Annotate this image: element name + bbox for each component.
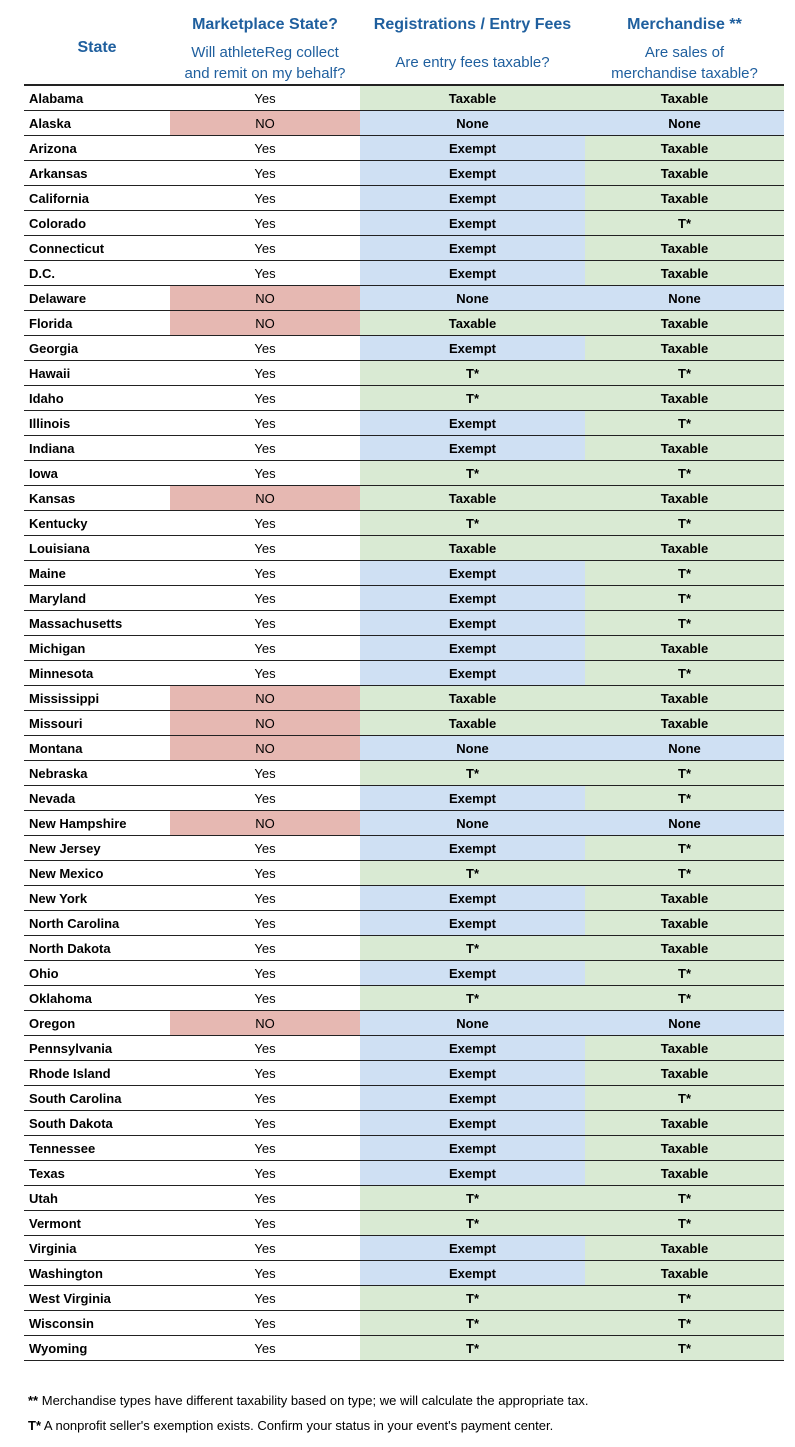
table-row [24, 286, 784, 311]
merchandise-cell: None [585, 1011, 784, 1036]
merchandise-column-subtitle-2: merchandise taxable? [611, 65, 758, 82]
table-row [24, 386, 784, 411]
table-row [24, 436, 784, 461]
merchandise-cell: T* [585, 761, 784, 786]
merchandise-cell: T* [585, 611, 784, 636]
registration-cell: Exempt [360, 1136, 585, 1161]
merchandise-cell: Taxable [585, 486, 784, 511]
merchandise-column-title: Merchandise ** [627, 16, 742, 33]
merchandise-footnote [28, 1388, 589, 1413]
marketplace-cell: Yes [170, 986, 360, 1011]
table-row [24, 1161, 784, 1186]
registration-cell: Exempt [360, 586, 585, 611]
registration-cell: Exempt [360, 961, 585, 986]
table-row [24, 236, 784, 261]
merchandise-column-subtitle-1: Are sales of [644, 44, 725, 61]
merchandise-cell: T* [585, 836, 784, 861]
marketplace-cell: NO [170, 686, 360, 711]
table-row [24, 861, 784, 886]
table-row [24, 1036, 784, 1061]
table-row [24, 486, 784, 511]
nonprofit-footnote-text: A nonprofit seller's exemption exists. Confirm your status in your event's payment center. [43, 1418, 554, 1433]
table-row [24, 161, 784, 186]
merchandise-cell: Taxable [585, 636, 784, 661]
table-row [24, 761, 784, 786]
table-row [24, 1186, 784, 1211]
marketplace-cell: Yes [170, 136, 360, 161]
registration-cell: None [360, 811, 585, 836]
state-cell: Indiana [24, 436, 170, 461]
merchandise-cell: Taxable [585, 136, 784, 161]
table-row [24, 1011, 784, 1036]
merchandise-cell: T* [585, 1286, 784, 1311]
table-row [24, 336, 784, 361]
state-cell: Minnesota [24, 661, 170, 686]
registration-cell: T* [360, 1186, 585, 1211]
merchandise-cell: Taxable [585, 686, 784, 711]
registration-cell: Exempt [360, 186, 585, 211]
registration-cell: Exempt [360, 911, 585, 936]
state-cell: Iowa [24, 461, 170, 486]
state-cell: South Dakota [24, 1111, 170, 1136]
state-cell: Nevada [24, 786, 170, 811]
merchandise-cell: T* [585, 861, 784, 886]
state-cell: Pennsylvania [24, 1036, 170, 1061]
state-cell: Oregon [24, 1011, 170, 1036]
state-cell: Mississippi [24, 686, 170, 711]
state-cell: Nebraska [24, 761, 170, 786]
marketplace-cell: Yes [170, 761, 360, 786]
registration-cell: Exempt [360, 161, 585, 186]
marketplace-column-subtitle-2: and remit on my behalf? [184, 65, 346, 82]
marketplace-cell: Yes [170, 186, 360, 211]
footnotes [28, 1388, 589, 1438]
table-row [24, 461, 784, 486]
marketplace-cell: Yes [170, 1336, 360, 1361]
nonprofit-footnote [28, 1413, 589, 1438]
state-cell: New Jersey [24, 836, 170, 861]
table-row [24, 961, 784, 986]
marketplace-cell: Yes [170, 786, 360, 811]
state-cell: Missouri [24, 711, 170, 736]
registration-cell: None [360, 286, 585, 311]
merchandise-cell: Taxable [585, 1236, 784, 1261]
table-row [24, 536, 784, 561]
state-cell: Wisconsin [24, 1311, 170, 1336]
marketplace-cell: Yes [170, 1061, 360, 1086]
state-cell: Alaska [24, 111, 170, 136]
state-cell: Maryland [24, 586, 170, 611]
marketplace-cell: Yes [170, 586, 360, 611]
registration-cell: T* [360, 936, 585, 961]
marketplace-cell: Yes [170, 1136, 360, 1161]
marketplace-cell: Yes [170, 236, 360, 261]
state-cell: Ohio [24, 961, 170, 986]
registration-cell: Exempt [360, 1161, 585, 1186]
registration-cell: Exempt [360, 661, 585, 686]
registration-cell: Exempt [360, 611, 585, 636]
merchandise-cell: Taxable [585, 1161, 784, 1186]
marketplace-cell: Yes [170, 1186, 360, 1211]
table-row [24, 311, 784, 336]
table-row [24, 661, 784, 686]
merchandise-cell: T* [585, 461, 784, 486]
table-row [24, 711, 784, 736]
registration-cell: T* [360, 461, 585, 486]
marketplace-cell: Yes [170, 436, 360, 461]
state-cell: Tennessee [24, 1136, 170, 1161]
merchandise-cell: T* [585, 411, 784, 436]
table-row [24, 911, 784, 936]
state-cell: Alabama [24, 86, 170, 111]
marketplace-cell: Yes [170, 1311, 360, 1336]
state-cell: Wyoming [24, 1336, 170, 1361]
table-row [24, 986, 784, 1011]
table-row [24, 1086, 784, 1111]
double-asterisk-marker: ** [28, 1393, 39, 1408]
registration-cell: Exempt [360, 1111, 585, 1136]
registration-cell: Exempt [360, 1061, 585, 1086]
merchandise-cell: Taxable [585, 936, 784, 961]
marketplace-cell: Yes [170, 636, 360, 661]
registration-cell: None [360, 736, 585, 761]
marketplace-cell: Yes [170, 361, 360, 386]
marketplace-cell: Yes [170, 661, 360, 686]
registration-cell: T* [360, 1211, 585, 1236]
marketplace-cell: Yes [170, 336, 360, 361]
registration-cell: T* [360, 986, 585, 1011]
state-cell: Washington [24, 1261, 170, 1286]
state-tax-table [24, 86, 784, 1361]
t-star-marker: T* [28, 1418, 41, 1433]
marketplace-cell: Yes [170, 511, 360, 536]
table-row [24, 361, 784, 386]
table-row [24, 686, 784, 711]
table-row [24, 1061, 784, 1086]
merchandise-cell: None [585, 111, 784, 136]
table-row [24, 836, 784, 861]
state-cell: Kansas [24, 486, 170, 511]
marketplace-cell: Yes [170, 536, 360, 561]
state-cell: Florida [24, 311, 170, 336]
marketplace-cell: Yes [170, 1261, 360, 1286]
state-cell: Utah [24, 1186, 170, 1211]
state-cell: New Hampshire [24, 811, 170, 836]
table-row [24, 1336, 784, 1361]
registration-cell: Exempt [360, 636, 585, 661]
marketplace-cell: Yes [170, 386, 360, 411]
marketplace-cell: Yes [170, 611, 360, 636]
registration-cell: Exempt [360, 411, 585, 436]
registration-column-title: Registrations / Entry Fees [373, 16, 572, 33]
registration-cell: T* [360, 386, 585, 411]
registration-cell: Exempt [360, 136, 585, 161]
merchandise-cell: Taxable [585, 86, 784, 111]
table-row [24, 86, 784, 111]
merchandise-cell: T* [585, 1086, 784, 1111]
registration-cell: Exempt [360, 261, 585, 286]
table-row [24, 786, 784, 811]
marketplace-cell: NO [170, 486, 360, 511]
table-row [24, 511, 784, 536]
state-cell: Kentucky [24, 511, 170, 536]
merchandise-cell: T* [585, 561, 784, 586]
merchandise-cell: T* [585, 661, 784, 686]
state-cell: California [24, 186, 170, 211]
state-cell: Louisiana [24, 536, 170, 561]
registration-cell: Exempt [360, 1036, 585, 1061]
marketplace-cell: Yes [170, 1236, 360, 1261]
marketplace-cell: Yes [170, 261, 360, 286]
marketplace-cell: Yes [170, 211, 360, 236]
registration-cell: Taxable [360, 311, 585, 336]
registration-column-subtitle: Are entry fees taxable? [395, 54, 550, 71]
merchandise-cell: T* [585, 786, 784, 811]
table-row [24, 411, 784, 436]
state-cell: Arkansas [24, 161, 170, 186]
merchandise-cell: T* [585, 1311, 784, 1336]
merchandise-cell: Taxable [585, 261, 784, 286]
table-row [24, 1261, 784, 1286]
marketplace-cell: Yes [170, 1036, 360, 1061]
state-cell: North Carolina [24, 911, 170, 936]
merchandise-cell: T* [585, 511, 784, 536]
marketplace-cell: NO [170, 1011, 360, 1036]
merchandise-cell: Taxable [585, 1261, 784, 1286]
registration-cell: T* [360, 1286, 585, 1311]
marketplace-cell: Yes [170, 86, 360, 111]
merchandise-cell: T* [585, 211, 784, 236]
table-row [24, 586, 784, 611]
registration-cell: Taxable [360, 486, 585, 511]
state-column-header: State [77, 39, 117, 56]
merchandise-cell: None [585, 286, 784, 311]
registration-cell: T* [360, 1336, 585, 1361]
merchandise-cell: Taxable [585, 1061, 784, 1086]
marketplace-column-title: Marketplace State? [192, 16, 338, 33]
state-cell: Rhode Island [24, 1061, 170, 1086]
registration-cell: None [360, 1011, 585, 1036]
table-row [24, 261, 784, 286]
table-row [24, 1211, 784, 1236]
marketplace-cell: Yes [170, 1211, 360, 1236]
registration-cell: Taxable [360, 686, 585, 711]
registration-cell: T* [360, 761, 585, 786]
state-cell: D.C. [24, 261, 170, 286]
merchandise-cell: T* [585, 1336, 784, 1361]
table-row [24, 211, 784, 236]
table-row [24, 886, 784, 911]
state-cell: Hawaii [24, 361, 170, 386]
table-row [24, 136, 784, 161]
table-row [24, 186, 784, 211]
merchandise-cell: T* [585, 1186, 784, 1211]
state-cell: Massachusetts [24, 611, 170, 636]
merchandise-cell: Taxable [585, 311, 784, 336]
registration-cell: T* [360, 861, 585, 886]
marketplace-cell: NO [170, 286, 360, 311]
table-row [24, 111, 784, 136]
registration-cell: Exempt [360, 236, 585, 261]
marketplace-cell: NO [170, 811, 360, 836]
state-cell: Idaho [24, 386, 170, 411]
table-row [24, 936, 784, 961]
merchandise-cell: Taxable [585, 336, 784, 361]
state-cell: Michigan [24, 636, 170, 661]
marketplace-cell: Yes [170, 836, 360, 861]
registration-cell: Exempt [360, 836, 585, 861]
marketplace-cell: Yes [170, 936, 360, 961]
marketplace-cell: Yes [170, 1161, 360, 1186]
state-cell: North Dakota [24, 936, 170, 961]
marketplace-cell: NO [170, 711, 360, 736]
marketplace-cell: NO [170, 736, 360, 761]
marketplace-cell: Yes [170, 1111, 360, 1136]
marketplace-cell: Yes [170, 561, 360, 586]
state-cell: Oklahoma [24, 986, 170, 1011]
merchandise-cell: Taxable [585, 536, 784, 561]
merchandise-cell: Taxable [585, 436, 784, 461]
registration-cell: T* [360, 511, 585, 536]
registration-cell: Taxable [360, 86, 585, 111]
state-cell: Vermont [24, 1211, 170, 1236]
table-row [24, 1286, 784, 1311]
merchandise-cell: Taxable [585, 886, 784, 911]
merchandise-cell: Taxable [585, 711, 784, 736]
marketplace-cell: Yes [170, 461, 360, 486]
merchandise-cell: T* [585, 961, 784, 986]
state-cell: Texas [24, 1161, 170, 1186]
marketplace-cell: Yes [170, 886, 360, 911]
registration-cell: Exempt [360, 786, 585, 811]
merchandise-cell: Taxable [585, 161, 784, 186]
table-row [24, 811, 784, 836]
merchandise-footnote-text: Merchandise types have different taxability based on type; we will calculate the appropriate tax. [41, 1393, 589, 1408]
marketplace-cell: Yes [170, 861, 360, 886]
merchandise-cell: None [585, 736, 784, 761]
state-cell: Illinois [24, 411, 170, 436]
merchandise-cell: T* [585, 986, 784, 1011]
state-cell: Delaware [24, 286, 170, 311]
state-cell: South Carolina [24, 1086, 170, 1111]
table-row [24, 1236, 784, 1261]
registration-cell: Exempt [360, 436, 585, 461]
merchandise-cell: None [585, 811, 784, 836]
registration-cell: Exempt [360, 1236, 585, 1261]
merchandise-cell: T* [585, 361, 784, 386]
state-cell: Connecticut [24, 236, 170, 261]
registration-cell: Taxable [360, 536, 585, 561]
merchandise-cell: Taxable [585, 186, 784, 211]
state-cell: New York [24, 886, 170, 911]
state-cell: West Virginia [24, 1286, 170, 1311]
registration-cell: Exempt [360, 211, 585, 236]
marketplace-cell: Yes [170, 1286, 360, 1311]
state-cell: Arizona [24, 136, 170, 161]
table-row [24, 1136, 784, 1161]
marketplace-cell: Yes [170, 161, 360, 186]
table-row [24, 1311, 784, 1336]
table-row [24, 611, 784, 636]
marketplace-cell: NO [170, 311, 360, 336]
state-cell: Georgia [24, 336, 170, 361]
merchandise-cell: T* [585, 1211, 784, 1236]
marketplace-column-subtitle-1: Will athleteReg collect [191, 44, 339, 61]
marketplace-cell: Yes [170, 911, 360, 936]
marketplace-cell: Yes [170, 411, 360, 436]
registration-cell: Exempt [360, 336, 585, 361]
merchandise-cell: Taxable [585, 1136, 784, 1161]
registration-cell: T* [360, 361, 585, 386]
merchandise-cell: Taxable [585, 236, 784, 261]
merchandise-cell: Taxable [585, 911, 784, 936]
state-cell: Virginia [24, 1236, 170, 1261]
merchandise-cell: Taxable [585, 1036, 784, 1061]
registration-cell: Taxable [360, 711, 585, 736]
state-cell: Montana [24, 736, 170, 761]
state-cell: New Mexico [24, 861, 170, 886]
merchandise-cell: Taxable [585, 1111, 784, 1136]
marketplace-cell: NO [170, 111, 360, 136]
marketplace-cell: Yes [170, 961, 360, 986]
state-cell: Colorado [24, 211, 170, 236]
table-row [24, 636, 784, 661]
marketplace-cell: Yes [170, 1086, 360, 1111]
merchandise-cell: Taxable [585, 386, 784, 411]
table-body [24, 86, 784, 1361]
registration-cell: Exempt [360, 886, 585, 911]
table-row [24, 1111, 784, 1136]
table-row [24, 736, 784, 761]
registration-cell: Exempt [360, 1261, 585, 1286]
merchandise-cell: T* [585, 586, 784, 611]
registration-cell: None [360, 111, 585, 136]
table-row [24, 561, 784, 586]
table-header [0, 0, 795, 86]
registration-cell: Exempt [360, 1086, 585, 1111]
state-cell: Maine [24, 561, 170, 586]
registration-cell: T* [360, 1311, 585, 1336]
registration-cell: Exempt [360, 561, 585, 586]
